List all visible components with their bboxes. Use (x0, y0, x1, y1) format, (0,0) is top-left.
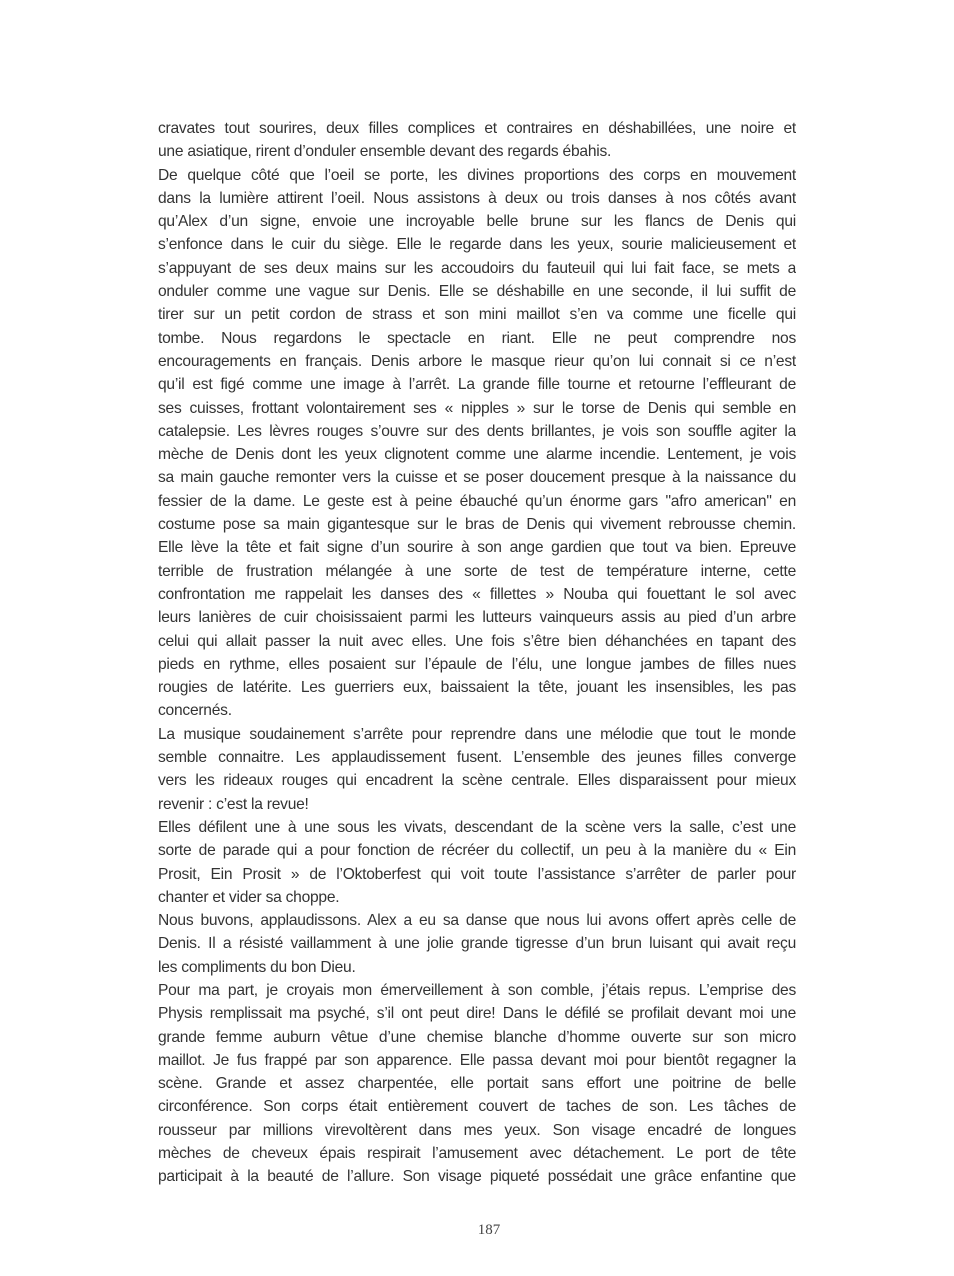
text-line: cravates tout sourires, deux filles complices et contraires en déshabillées, une noire et (158, 120, 796, 137)
text-line: dans la lumière attirent l’oeil. Nous assistons à deux ou trois danses à nos côtés avant (158, 189, 796, 207)
text-line: scène. Grande et assez charpentée, elle portait sans effort une poitrine de belle (158, 1075, 796, 1093)
text-line: onduler comme une vague sur Denis. Elle se déshabille en une seconde, il lui suffit de (158, 283, 796, 301)
text-line: catalepsie. Les lèvres rouges s’ouvre sur des dents brillantes, je vois son souffle agiter la (158, 422, 796, 440)
text-line: La musique soudainement s’arrête pour reprendre dans une mélodie que tout le monde (158, 725, 796, 743)
text-line: De quelque côté que l’oeil se porte, les divines proportions des corps en mouvement (158, 166, 796, 184)
text-line: rougies de latérite. Les guerriers eux, baissaient la tête, jouant les insensibles, les pas (158, 679, 796, 697)
body-text (158, 117, 796, 1189)
text-line: tombe. Nous regardons le spectacle en riant. Elle ne peut comprendre nos (158, 329, 796, 347)
text-line: participait à la beauté de l’allure. Son visage piqueté possédait une grâce enfantine que (158, 1168, 796, 1186)
text-line: circonférence. Son corps était entièrement couvert de taches de son. Les tâches de (158, 1098, 796, 1116)
text-line: s’appuyant de ses deux mains sur les accoudoirs du fauteuil qui lui fait face, se mets a (158, 259, 796, 277)
text-line: qu’Alex d’un signe, envoie une incroyable belle brune sur les flancs de Denis qui (158, 213, 796, 231)
text-line: maillot. Je fus frappé par son apparence. Elle passa devant moi pour bientôt regagner la (158, 1051, 796, 1069)
text-line: mèches de cheveux épais respirait l’amusement avec détachement. Le port de tête (158, 1145, 796, 1163)
paragraph-end-line: concernés. (158, 702, 232, 720)
text-line: tirer sur un petit cordon de strass et son mini maillot s’en va comme une ficelle qui (158, 306, 796, 324)
text-line: Elle lève la tête et fait signe d’un sourire à son ange gardien que tout va bien. Epreuve (158, 539, 796, 557)
text-line: fessier de la dame. Le geste est à peine ébauché qu’un énorme gars "afro american" en (158, 492, 796, 510)
text-line: Nous buvons, applaudissons. Alex a eu sa danse que nous lui avons offert après celle de (158, 912, 796, 930)
text-line: Prosit, Ein Prosit » de l’Oktoberfest qui voit toute l’assistance s’arrêter de parler pour (158, 865, 796, 883)
text-line: sa main gauche remonter vers la cuisse et se poser doucement presque à la naissance du (158, 469, 796, 487)
text-line: leurs lanières de cuir choisissaient parmi les lutteurs vainqueurs assis au pied d’un arbre (158, 609, 796, 627)
text-line: rousseur par millions virevoltèrent dans mes yeux. Son visage encadré de longues (158, 1121, 796, 1139)
text-line: costume pose sa main gigantesque sur le bras de Denis qui vivement rebrousse chemin. (158, 516, 796, 534)
paragraph-end-line: chanter et vider sa choppe. (158, 888, 340, 906)
text-line: terrible de frustration mélangée à une sorte de test de température interne, cette (158, 562, 796, 580)
text-line: vers les rideaux rouges qui encadrent la scène centrale. Elles disparaissent pour mieux (158, 772, 796, 790)
text-line: Physis remplissait ma psyché, s’il ont peut dire! Dans le défilé se profilait devant moi une (158, 1005, 796, 1023)
text-line: pieds en rythme, elles posaient sur l’épaule de l’élu, une longue jambes de filles nues (158, 655, 796, 673)
text-line: qu’il est figé comme une image à l’arrêt. La grande fille tourne et retourne l’effleurant de (158, 376, 796, 394)
text-line: encouragements en français. Denis arbore le masque rieur qu’on lui connait si ce n’est (158, 352, 796, 370)
text-line: s’enfonce dans le cuir du siège. Elle le regarde dans les yeux, sourie malicieusement et (158, 236, 796, 254)
text-line: sorte de parade qui a pour fonction de récréer du collectif, un peu à la manière du « Ein (158, 842, 796, 860)
text-line: mèche de Denis dont les yeux clignotent comme une alarme incendie. Lentement, je vois (158, 446, 796, 464)
text-line: celui qui allait passer la nuit avec elles. Une fois s’être bien déhanchées en tapant des (158, 632, 796, 650)
text-line: Denis. Il a résisté vaillamment à une jolie grande tigresse d’un brun luisant qui avait reçu (158, 935, 796, 953)
paragraph-end-line: revenir : c’est la revue! (158, 795, 309, 813)
paragraph-end-line: les compliments du bon Dieu. (158, 958, 356, 976)
text-line: confrontation me rappelait les danses des « fillettes » Nouba qui fouettant le sol avec (158, 585, 796, 603)
text-line: ses cuisses, frottant volontairement ses « nipples » sur le torse de Denis qui semble en (158, 399, 796, 417)
text-line: grande femme auburn vêtue d’une chemise blanche d’homme ouverte sur son micro (158, 1028, 796, 1046)
text-line: Pour ma part, je croyais mon émerveillement à son comble, j’étais repus. L’emprise des (158, 981, 796, 999)
text-line: Elles défilent une à une sous les vivats, descendant de la scène vers la salle, c’est une (158, 818, 796, 836)
text-line: semble connaitre. Les applaudissement fusent. L’ensemble des jeunes filles converge (158, 749, 796, 767)
page-number: 187 (477, 1222, 501, 1238)
paragraph-end-line: une asiatique, rirent d’onduler ensemble devant des regards ébahis. (158, 143, 612, 161)
